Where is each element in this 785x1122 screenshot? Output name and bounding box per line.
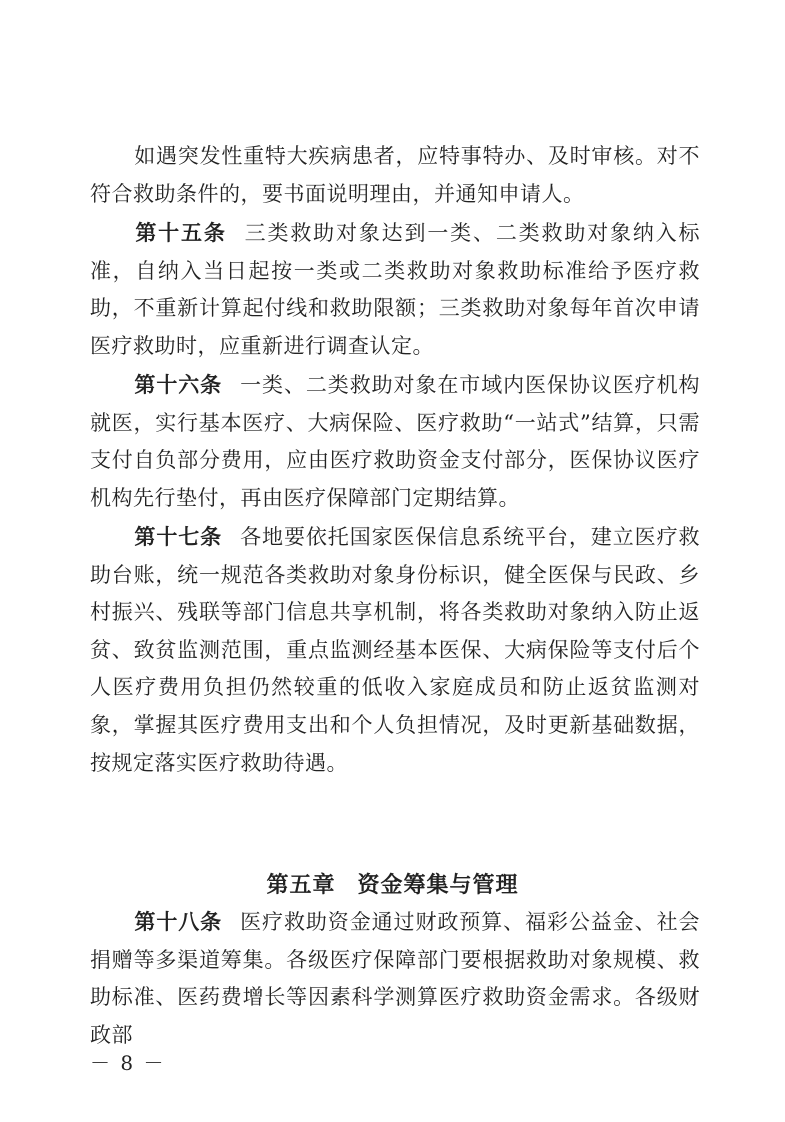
- paragraph-text: 如遇突发性重特大疾病患者，应特事特办、及时审核。对不符合救助条件的，要书面说明理由，并通知申请人。: [90, 144, 700, 206]
- paragraph-continuation: [90, 138, 700, 213]
- article-number: 第十五条: [134, 221, 227, 245]
- article-16: [90, 367, 700, 517]
- article-number: 第十六条: [134, 373, 223, 397]
- page-number: － 8 －: [90, 1051, 166, 1075]
- article-18: [90, 904, 700, 1054]
- paragraph-text: 各地要依托国家医保信息系统平台，建立医疗救助台账，统一规范各类救助对象身份标识，健全医保与民政、乡村振兴、残联等部门信息共享机制，将各类救助对象纳入防止返贫、致贫监测范围，重点监测经基本医保、大病保险等支付后个人医疗费用负担仍然较重的低收入家庭成员和防止返贫监测对象，掌握其医疗费用支出和个人负担情况，及时更新基础数据，按规定落实医疗救助待遇。: [90, 525, 701, 775]
- paragraph-text: 三类救助对象达到一类、二类救助对象纳入标准，自纳入当日起按一类或二类救助对象救助标准给予医疗救助，不重新计算起付线和救助限额；三类救助对象每年首次申请医疗救助时，应重新进行调查认定。: [90, 221, 701, 358]
- article-number: 第十八条: [134, 910, 223, 934]
- chapter-heading: [0, 868, 785, 899]
- article-15: [90, 215, 700, 365]
- article-number: 第十七条: [134, 525, 223, 549]
- article-17: [90, 519, 700, 782]
- paragraph-text: 一类、二类救助对象在市域内医保协议医疗机构就医，实行基本医疗、大病保险、医疗救助“一站式”结算，只需支付自负部分费用，应由医疗救助资金支付部分，医保协议医疗机构先行垫付，再由医疗保障部门定期结算。: [90, 373, 701, 510]
- paragraph-text: 医疗救助资金通过财政预算、福彩公益金、社会捐赠等多渠道筹集。各级医疗保障部门要根据救助对象规模、救助标准、医药费增长等因素科学测算医疗救助资金需求。各级财政部: [90, 910, 701, 1047]
- chapter-number: 第五章: [266, 873, 336, 898]
- chapter-title: 资金筹集与管理: [357, 873, 519, 898]
